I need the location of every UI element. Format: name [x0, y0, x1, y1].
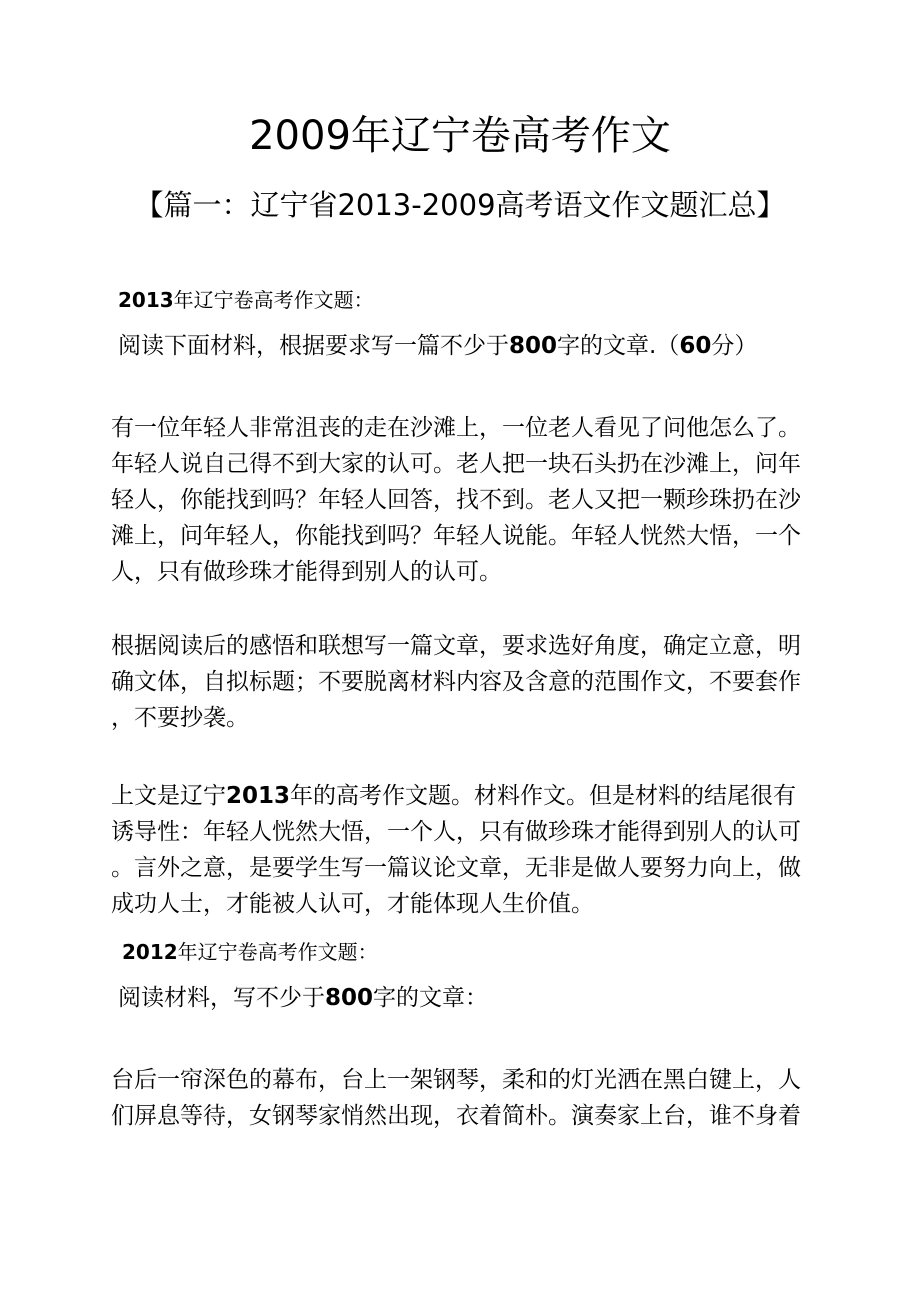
material-line: 台后一帘深色的幕布，台上一架钢琴，柔和的灯光洒在黑白键上，人	[111, 1067, 801, 1093]
section-2012-heading: 2012年辽宁卷高考作文题：	[122, 940, 378, 964]
material-line: 滩上，问年轻人，你能找到吗？年轻人说能。年轻人恍然大悟，一个	[111, 523, 801, 549]
material-line: 有一位年轻人非常沮丧的走在沙滩上，一位老人看见了问他怎么了。	[111, 415, 801, 441]
commentary-line: 诱导性：年轻人恍然大悟，一个人，只有做珍珠才能得到别人的认可	[111, 819, 801, 845]
requirement-line: 根据阅读后的感悟和联想写一篇文章，要求选好角度，确定立意，明	[111, 633, 801, 659]
requirement-line: 确文体，自拟标题；不要脱离材料内容及含意的范围作文，不要套作	[111, 669, 801, 695]
commentary-line: 。言外之意，是要学生写一篇议论文章，无非是做人要努力向上，做	[111, 855, 801, 881]
document-subtitle: 【篇一：辽宁省2013-2009高考语文作文题汇总】	[134, 188, 786, 222]
material-line: 人，只有做珍珠才能得到别人的认可。	[111, 559, 502, 585]
document-title: 2009年辽宁卷高考作文	[249, 113, 671, 159]
material-line: 们屏息等待，女钢琴家悄然出现，衣着简朴。演奏家上台，谁不身着	[111, 1103, 801, 1129]
section-2012-prompt: 阅读材料，写不少于800字的文章：	[118, 985, 489, 1011]
material-line: 年轻人说自己得不到大家的认可。老人把一块石头扔在沙滩上，问年	[111, 451, 801, 477]
section-2013-heading: 2013年辽宁卷高考作文题：	[118, 288, 374, 312]
section-2013-prompt: 阅读下面材料，根据要求写一篇不少于800字的文章.（60分）	[118, 333, 758, 359]
material-line: 轻人，你能找到吗？年轻人回答，找不到。老人又把一颗珍珠扔在沙	[111, 487, 801, 513]
commentary-line: 上文是辽宁2013年的高考作文题。材料作文。但是材料的结尾很有	[111, 783, 797, 809]
commentary-line: 成功人士，才能被人认可，才能体现人生价值。	[111, 891, 594, 917]
requirement-line: ，不要抄袭。	[111, 705, 249, 731]
